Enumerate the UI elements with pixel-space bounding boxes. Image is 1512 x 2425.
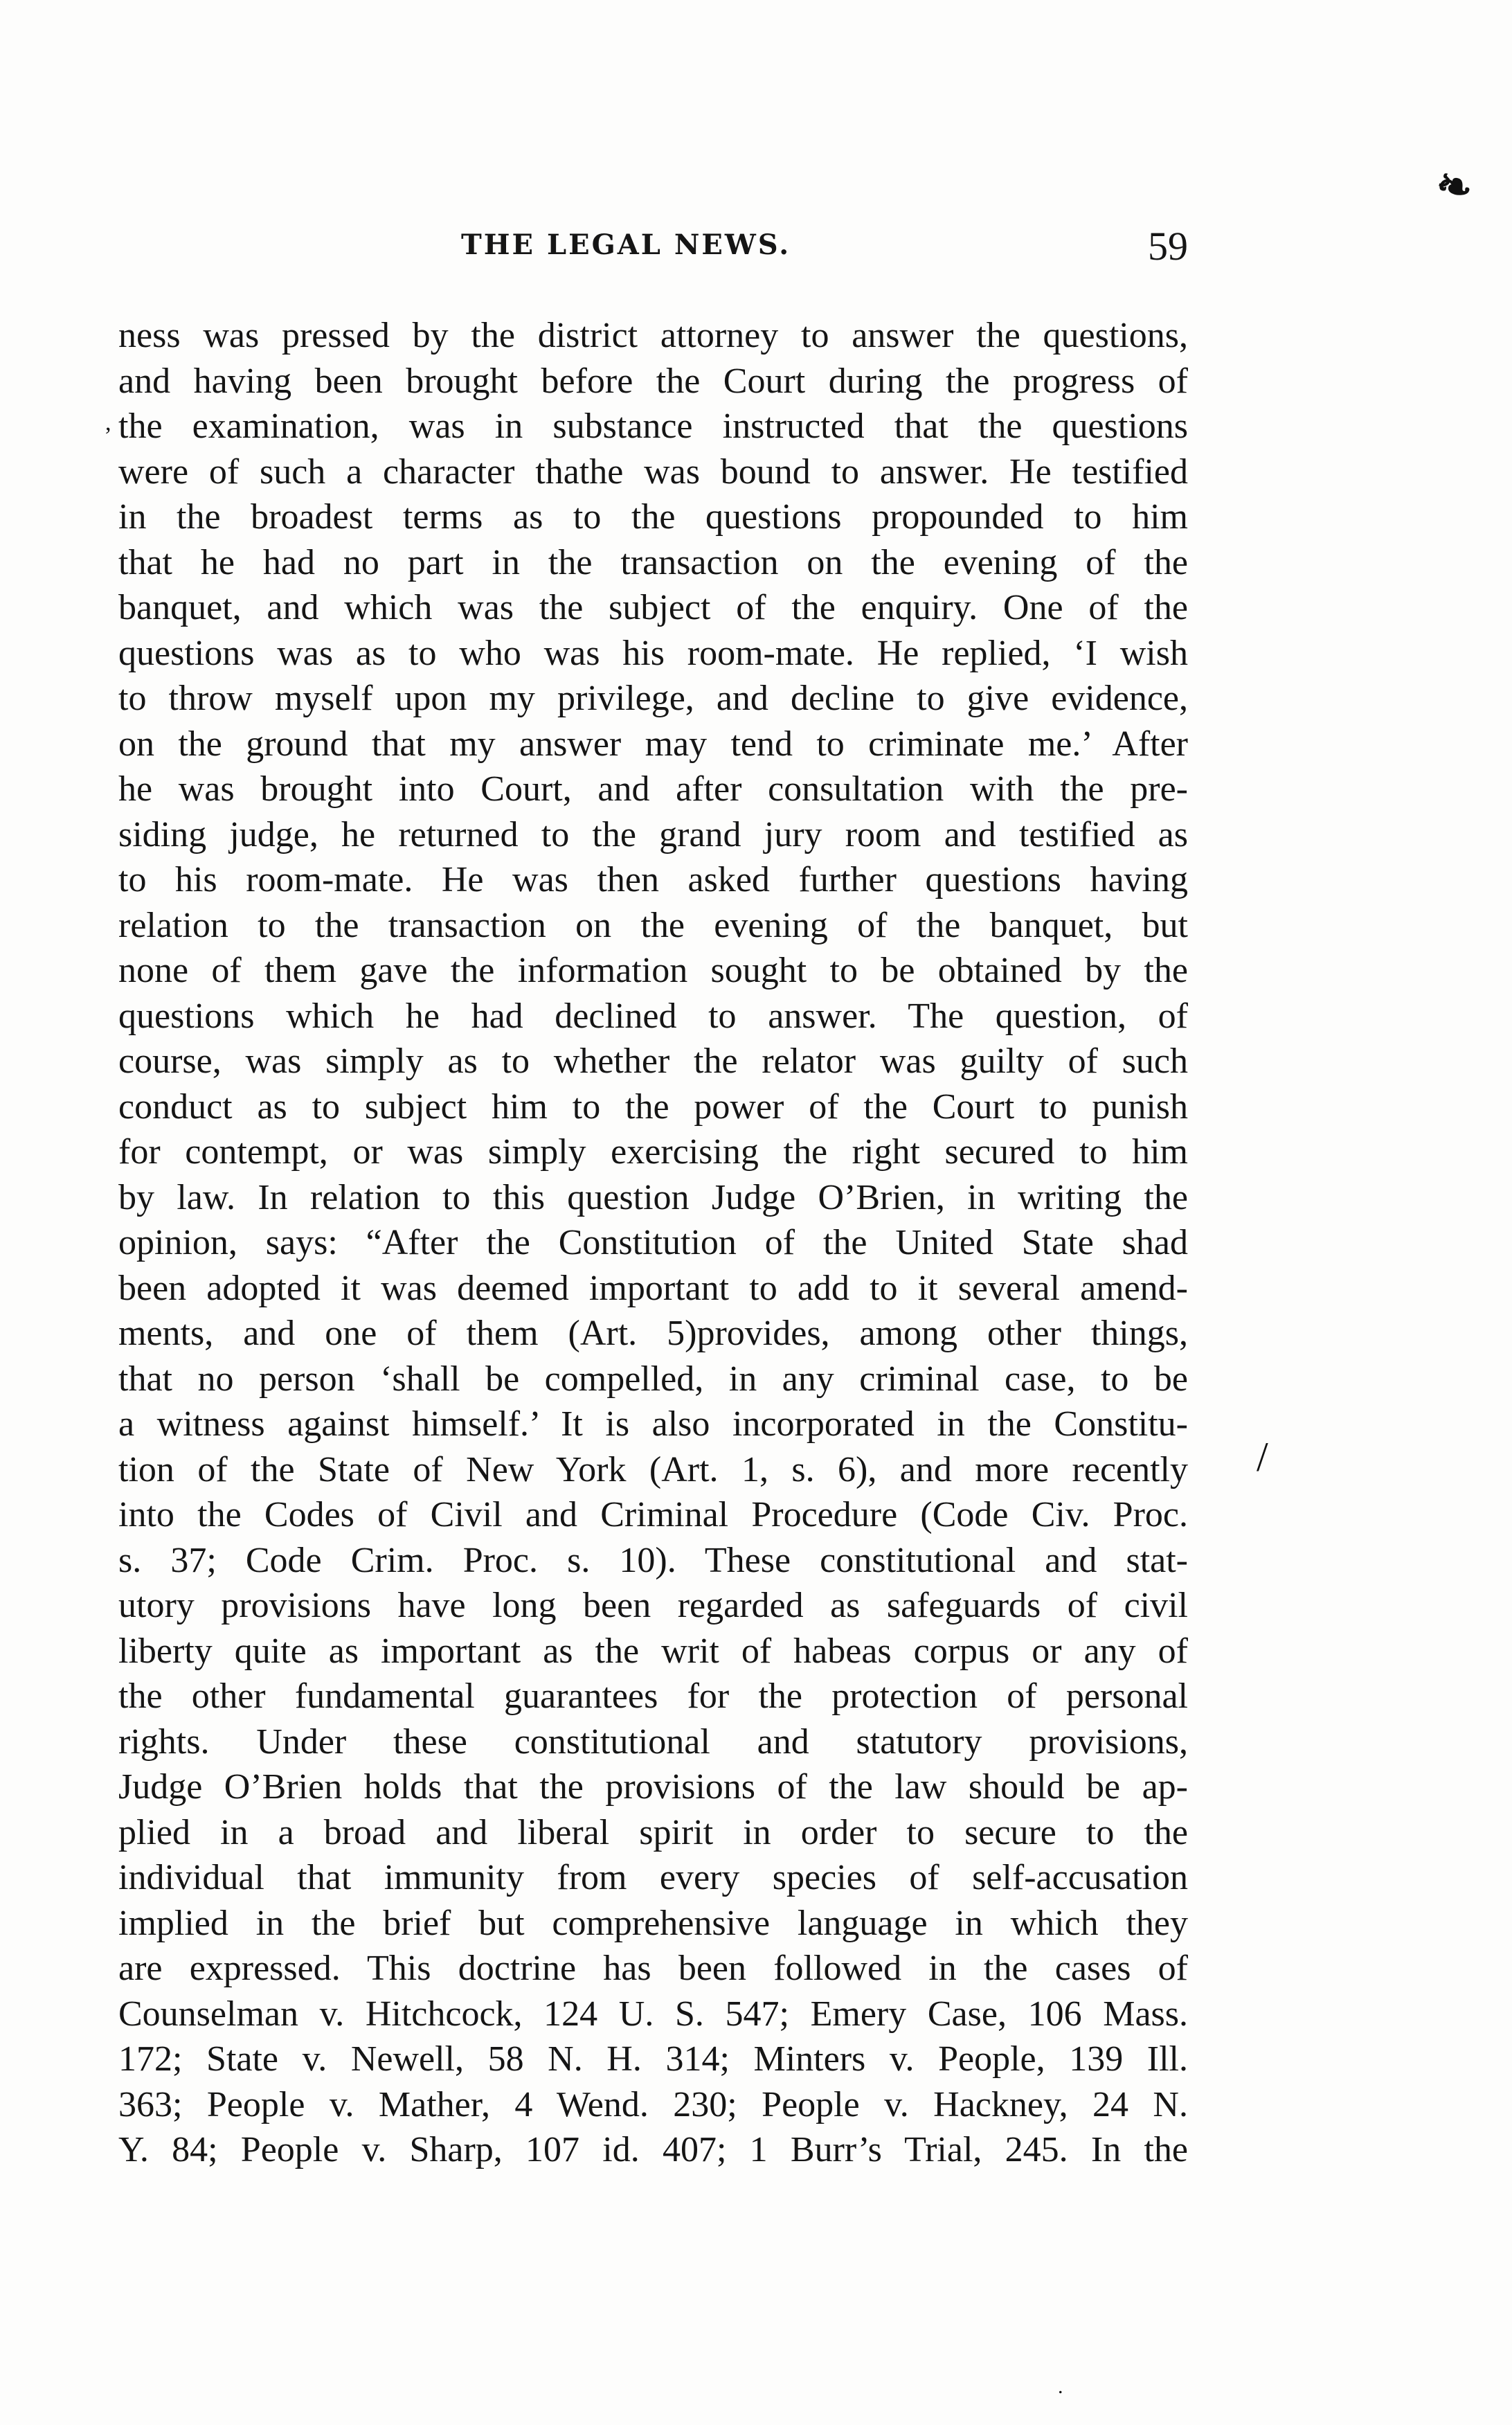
- text-line: implied in the brief but comprehensive language in which they: [118, 1903, 1188, 1943]
- text-line: none of them gave the information sought to be obtained by the: [118, 951, 1188, 990]
- text-line: a witness against himself.’ It is also incorporated in the Constitu-: [118, 1404, 1188, 1444]
- text-line: siding judge, he returned to the grand jury room and testified as: [118, 814, 1188, 854]
- text-line: relation to the transaction on the evening of the banquet, but: [118, 905, 1188, 945]
- running-head: [118, 223, 1188, 278]
- text-line: in the broadest terms as to the questions propounded to him: [118, 497, 1188, 537]
- text-line: utory provisions have long been regarded as safeguards of civil: [118, 1586, 1188, 1625]
- text-line: ness was pressed by the district attorney to answer the questions,: [118, 316, 1188, 355]
- margin-ink-dot: ,: [105, 410, 111, 436]
- text-line: and having been brought before the Court during the progress of: [118, 361, 1188, 401]
- text-line: liberty quite as important as the writ of habeas corpus or any of: [118, 1631, 1188, 1671]
- text-line: opinion, says: “After the Constitution of the United State shad: [118, 1223, 1188, 1262]
- text-line: that no person ‘shall be compelled, in any criminal case, to be: [118, 1359, 1188, 1399]
- text-line: banquet, and which was the subject of the enquiry. One of the: [118, 588, 1188, 627]
- text-line: rights. Under these constitutional and statutory provisions,: [118, 1721, 1188, 1762]
- text-line: 172; State v. Newell, 58 N. H. 314; Minters v. People, 139 Ill.: [118, 2039, 1188, 2079]
- text-line: s. 37; Code Crim. Proc. s. 10). These constitutional and stat-: [118, 1540, 1188, 1580]
- text-line: were of such a character thathe was bound to answer. He testified: [118, 451, 1188, 492]
- text-line: into the Codes of Civil and Criminal Procedure (Code Civ. Proc.: [118, 1495, 1188, 1534]
- bottom-ink-dot: .: [1058, 2375, 1063, 2398]
- text-line: on the ground that my answer may tend to criminate me.’ After: [118, 724, 1188, 764]
- text-line: ments, and one of them (Art. 5)provides, among other things,: [118, 1314, 1188, 1353]
- text-line: that he had no part in the transaction on the evening of the: [118, 542, 1188, 582]
- text-line: are expressed. This doctrine has been followed in the cases of: [118, 1949, 1188, 1988]
- text-line: tion of the State of New York (Art. 1, s. 6), and more recently: [118, 1449, 1188, 1489]
- margin-pencil-mark: /: [1257, 1434, 1268, 1480]
- text-line: questions which he had declined to answer. The question, of: [118, 996, 1188, 1036]
- text-line: the other fundamental guarantees for the protection of personal: [118, 1676, 1188, 1716]
- text-line: been adopted it was deemed important to add to it several amend-: [118, 1268, 1188, 1308]
- text-line: plied in a broad and liberal spirit in order to secure to the: [118, 1812, 1188, 1852]
- body-text: [118, 313, 1188, 2173]
- ink-mark-top-right: ❧: [1430, 159, 1478, 215]
- text-line: questions was as to who was his room-mate. He replied, ‘I wish: [118, 633, 1188, 673]
- text-line: Counselman v. Hitchcock, 124 U. S. 547; Emery Case, 106 Mass.: [118, 1994, 1188, 2034]
- text-line: individual that immunity from every species of self-accusation: [118, 1858, 1188, 1897]
- text-line: the examination, was in substance instructed that the questions: [118, 406, 1188, 446]
- text-line: Judge O’Brien holds that the provisions of the law should be ap-: [118, 1767, 1188, 1807]
- text-line: conduct as to subject him to the power of the Court to punish: [118, 1086, 1188, 1127]
- text-line: to his room-mate. He was then asked further questions having: [118, 860, 1188, 900]
- text-line: he was brought into Court, and after consultation with the pre-: [118, 769, 1188, 809]
- text-line: course, was simply as to whether the relator was guilty of such: [118, 1041, 1188, 1081]
- text-line: by law. In relation to this question Judge O’Brien, in writing the: [118, 1177, 1188, 1217]
- text-line: 363; People v. Mather, 4 Wend. 230; People v. Hackney, 24 N.: [118, 2084, 1188, 2124]
- text-line: for contempt, or was simply exercising the right secured to him: [118, 1132, 1188, 1172]
- running-title: THE LEGAL NEWS.: [461, 229, 791, 261]
- page-number: 59: [1148, 224, 1188, 269]
- text-line: to throw myself upon my privilege, and decline to give evidence,: [118, 679, 1188, 718]
- text-line: Y. 84; People v. Sharp, 107 id. 407; 1 Burr’s Trial, 245. In the: [118, 2130, 1188, 2169]
